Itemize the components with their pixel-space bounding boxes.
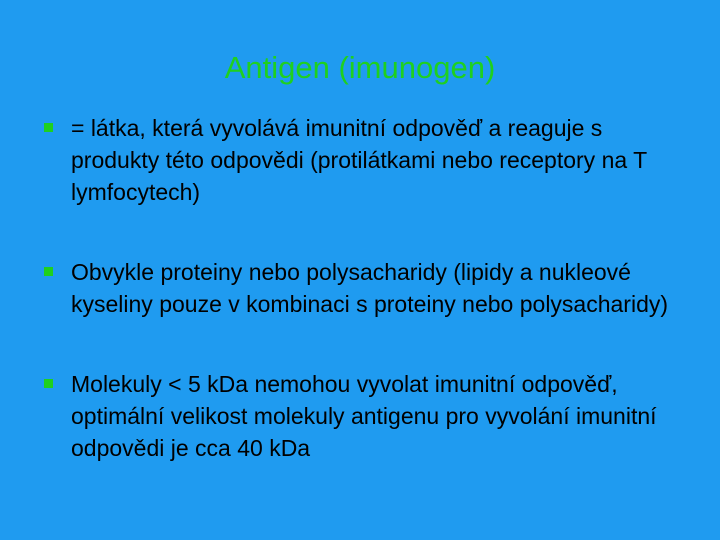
square-bullet-icon	[44, 379, 53, 388]
bullet-text: = látka, která vyvolává imunitní odpověď a reaguje s produkty této odpovědi (protilátkami nebo receptory na T lymfocytech)	[71, 115, 647, 205]
bullet-item	[42, 112, 682, 208]
slide-title: Antigen (imunogen)	[224, 50, 496, 85]
bullet-list	[42, 112, 682, 464]
bullet-item	[42, 368, 682, 464]
bullet-item	[42, 256, 682, 320]
square-bullet-icon	[44, 123, 53, 132]
bullet-text: Molekuly < 5 kDa nemohou vyvolat imunitní odpověď, optimální velikost molekuly antigenu pro vyvolání imunitní odpovědi je cca 40 kDa	[71, 371, 657, 461]
square-bullet-icon	[44, 267, 53, 276]
bullet-text: Obvykle proteiny nebo polysacharidy (lipidy a nukleové kyseliny pouze v kombinaci s proteiny nebo polysacharidy)	[71, 259, 669, 317]
